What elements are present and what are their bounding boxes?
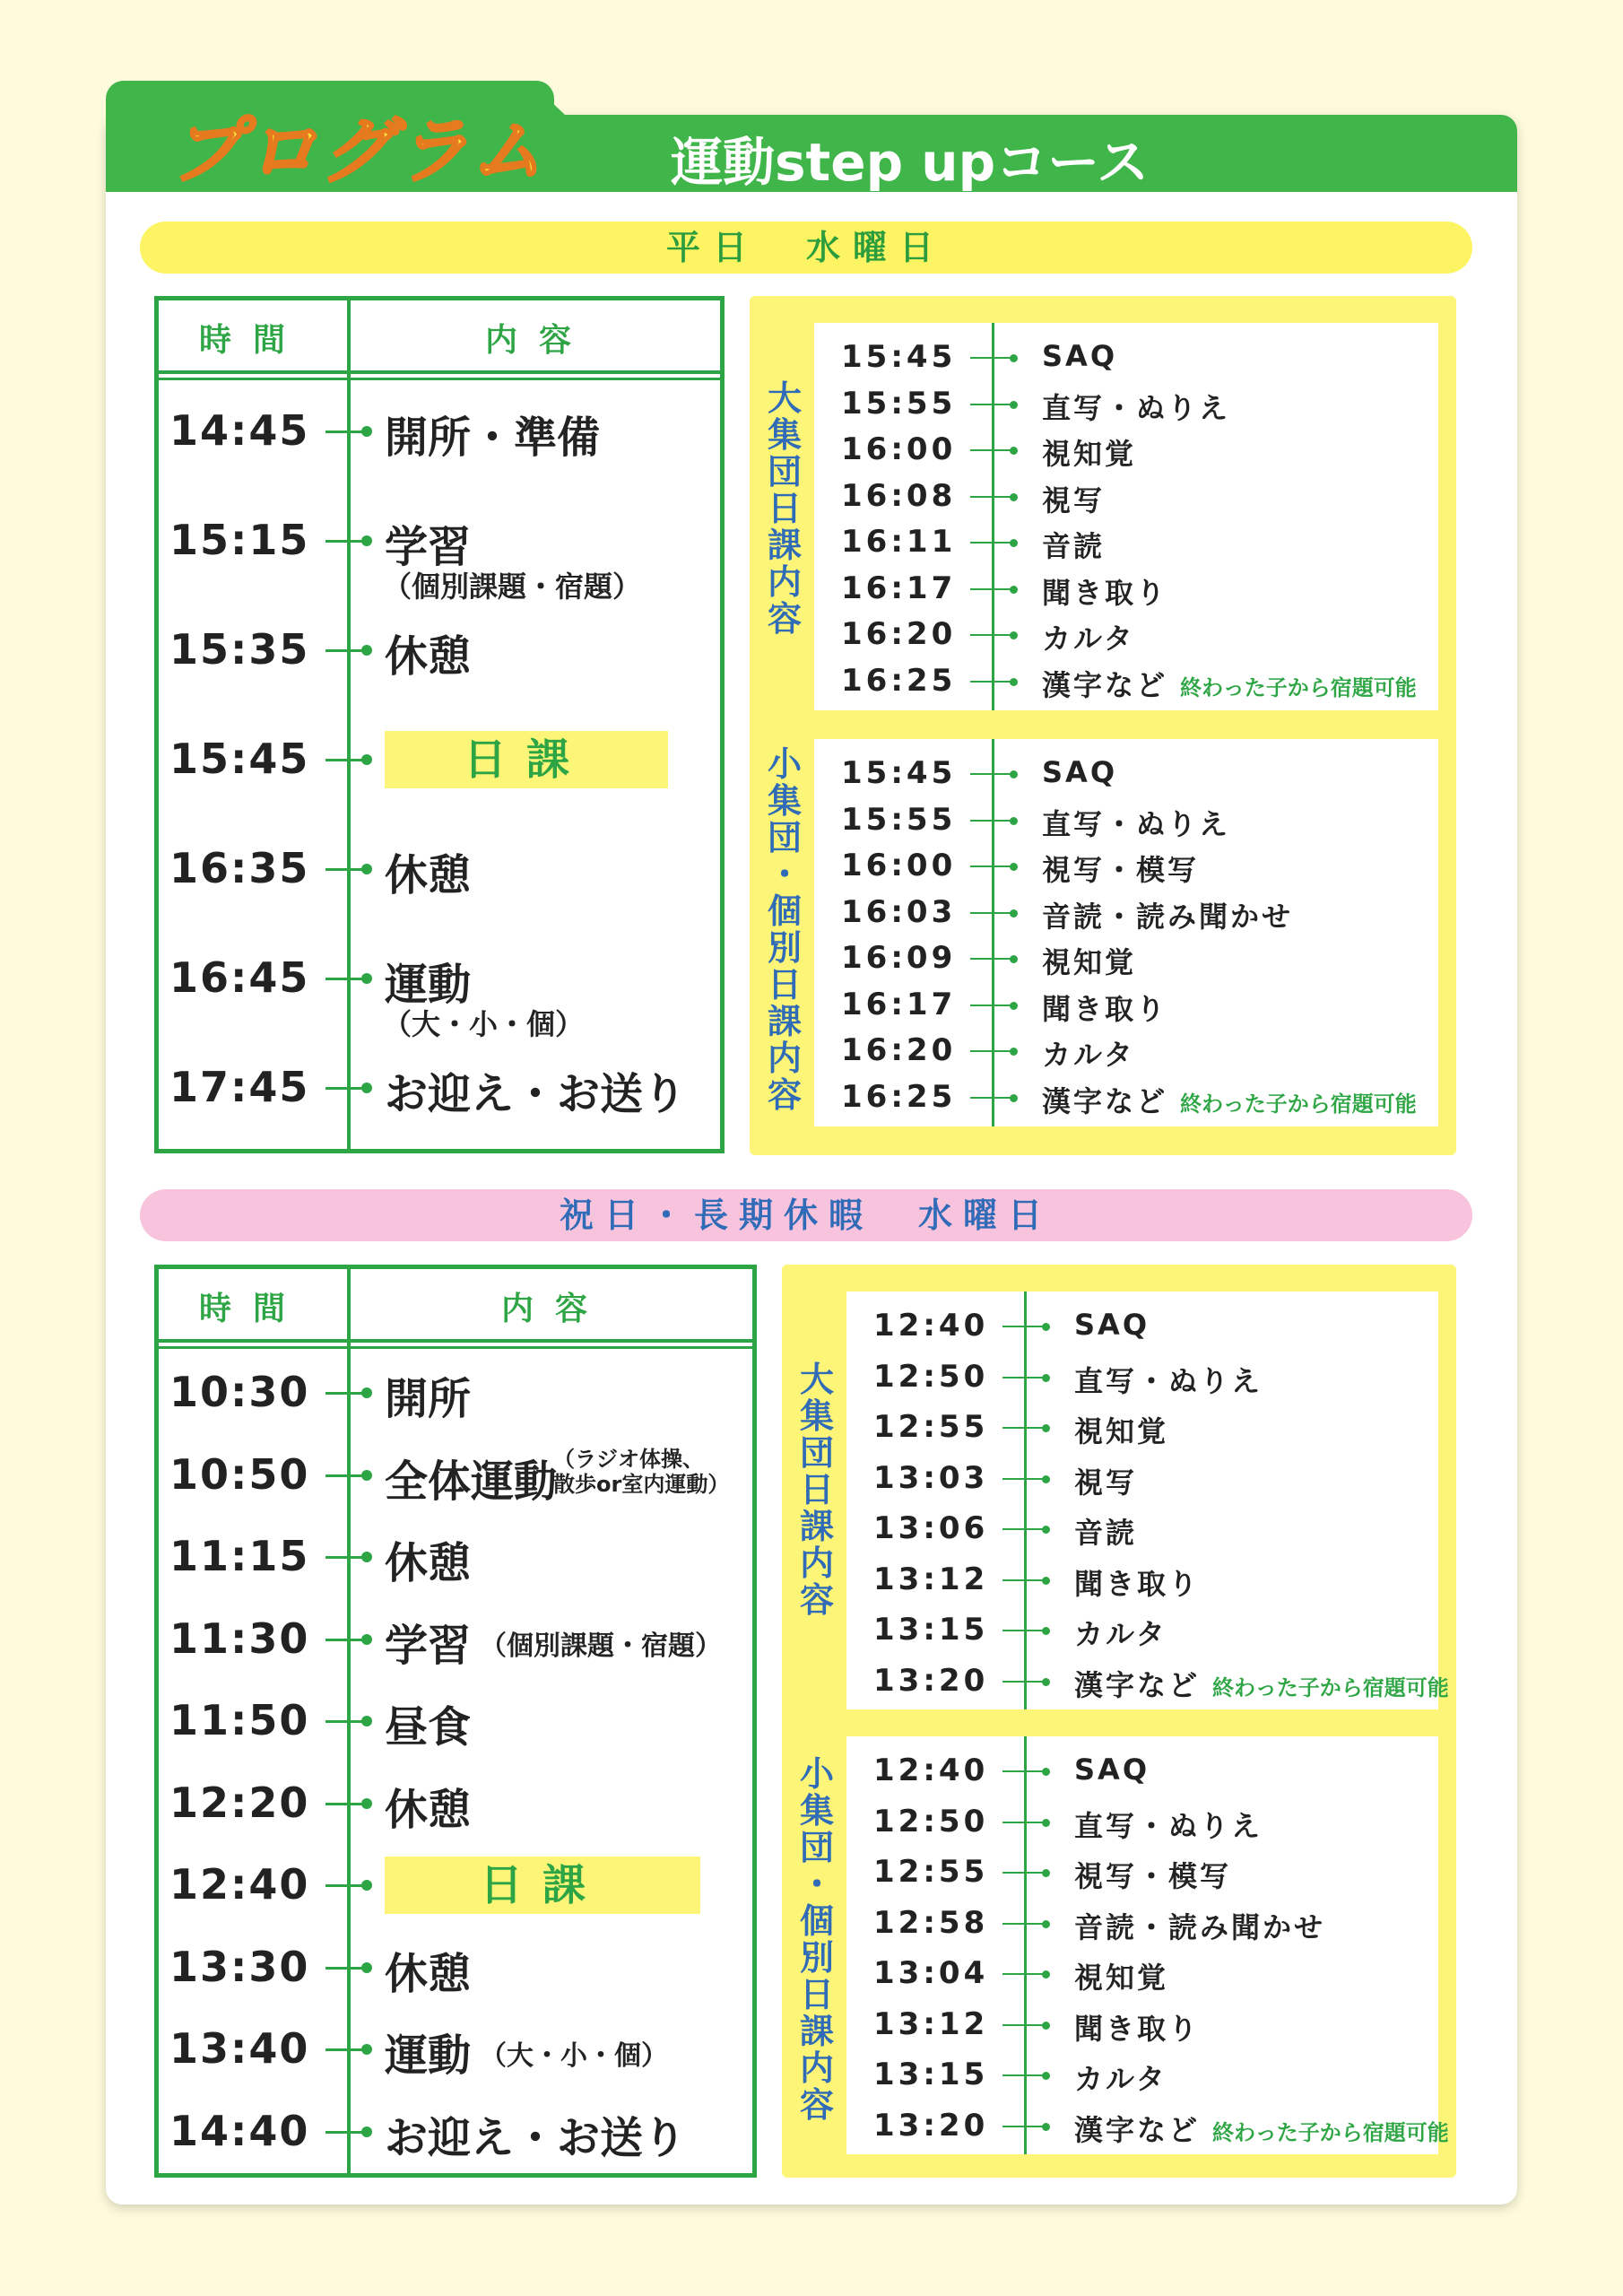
- daily-dot: [1042, 1424, 1050, 1432]
- daily-time: 16:17: [841, 986, 957, 1022]
- daily-activity: [1042, 386, 1230, 427]
- daily-activity: [1074, 1409, 1168, 1450]
- daily-tick: [970, 681, 1013, 683]
- schedule-activity: 学習: [385, 522, 472, 572]
- daily-tick: [970, 404, 1013, 405]
- daily-dot: [1042, 1323, 1050, 1331]
- daily-activity-text: 音読: [1074, 1516, 1138, 1550]
- daily-time: 16:11: [841, 524, 957, 560]
- vertical-label-char: 課: [799, 2012, 834, 2051]
- daily-activity-text: 視知覚: [1042, 437, 1137, 471]
- daily-dot: [1010, 817, 1018, 825]
- daily-time: 13:20: [873, 2107, 989, 2144]
- table-head-content: 内容: [484, 322, 593, 359]
- schedule-activity: 開所: [385, 1374, 472, 1424]
- daily-dot: [1042, 1475, 1050, 1483]
- vertical-label-char: ・: [767, 855, 802, 894]
- schedule-activity-note: （個別課題・宿題）: [480, 1630, 722, 1662]
- daily-activity: [1042, 848, 1199, 889]
- vertical-label-char: 内: [767, 1039, 802, 1078]
- daily-tick: [1002, 1872, 1046, 1874]
- daily-time: 13:12: [873, 1561, 989, 1597]
- vertical-label-char: 別: [799, 1938, 834, 1978]
- daily-dot: [1042, 1869, 1050, 1877]
- vertical-label-char: 集: [767, 781, 802, 821]
- vertical-label-char: 内: [799, 2048, 834, 2088]
- daily-activity: [1042, 524, 1105, 565]
- daily-activity: [1042, 478, 1105, 519]
- daily-dot: [1010, 770, 1018, 778]
- daily-dot: [1010, 493, 1018, 501]
- daily-time: 16:17: [841, 570, 957, 606]
- schedule-activity: お迎え・お送り: [385, 1069, 687, 1119]
- nikka-highlight: 日課: [385, 731, 668, 788]
- table-head-time: 時間: [198, 322, 307, 359]
- vertical-label-char: 課: [767, 526, 802, 565]
- program-title: プログラム: [170, 109, 547, 193]
- daily-tick: [970, 449, 1013, 451]
- weekday-band: 平日 水曜日: [140, 222, 1472, 274]
- daily-tick: [1002, 1427, 1046, 1429]
- daily-activity: [1074, 1308, 1150, 1342]
- daily-activity: [1074, 1955, 1168, 1996]
- schedule-activity: 全体運動: [385, 1456, 558, 1507]
- row-dot: [361, 1634, 372, 1645]
- daily-activity-text: 視知覚: [1074, 1414, 1169, 1448]
- vertical-label-char: 課: [799, 1507, 834, 1546]
- row-dot: [361, 2126, 372, 2137]
- daily-activity-text: 聞き取り: [1074, 1566, 1201, 1601]
- weekday-large-group-box: [814, 323, 1438, 710]
- schedule-time: 10:30: [169, 1368, 310, 1416]
- schedule-activity-note: 散歩or室内運動）: [553, 1471, 730, 1497]
- daily-dot: [1042, 2022, 1050, 2030]
- vertical-label-char: 団: [767, 818, 802, 857]
- daily-dot: [1042, 2072, 1050, 2080]
- daily-activity-text: 漢字など: [1074, 2112, 1201, 2147]
- vertical-label-char: 容: [799, 2085, 834, 2125]
- vertical-label-char: 大: [767, 378, 802, 418]
- daily-tick: [1002, 1822, 1046, 1823]
- daily-time: 12:55: [873, 1854, 989, 1890]
- schedule-time: 15:35: [169, 625, 310, 674]
- vertical-label-char: 日: [767, 489, 802, 528]
- daily-dot: [1010, 1048, 1018, 1056]
- schedule-time: 13:40: [169, 2024, 310, 2073]
- vertical-label-char: 内: [767, 562, 802, 602]
- schedule-activity: 開所・準備: [385, 413, 601, 463]
- row-dot: [361, 1962, 372, 1973]
- daily-dot: [1010, 863, 1018, 871]
- schedule-activity-note: （ラジオ体操、: [553, 1446, 704, 1472]
- daily-activity: [1074, 1612, 1167, 1653]
- row-dot: [361, 1083, 372, 1093]
- schedule-time: 14:45: [169, 406, 310, 455]
- daily-dot: [1010, 1002, 1018, 1010]
- schedule-time: 10:50: [169, 1449, 310, 1499]
- vertical-label-char: 団: [767, 452, 802, 491]
- schedule-time: 11:30: [169, 1613, 310, 1663]
- daily-time: 16:03: [841, 893, 957, 930]
- daily-tick: [970, 496, 1013, 498]
- schedule-activity: 学習: [385, 1620, 472, 1671]
- daily-tick: [970, 542, 1013, 544]
- daily-time: 13:12: [873, 2005, 989, 2042]
- daily-activity-text: 聞き取り: [1042, 991, 1168, 1026]
- vertical-label-char: 集: [799, 1791, 834, 1831]
- daily-tick: [970, 958, 1013, 960]
- daily-time: 16:00: [841, 431, 957, 467]
- vertical-label-char: 団: [799, 1433, 834, 1473]
- daily-activity-text: 視写: [1042, 483, 1106, 517]
- weekday-small-group-box: [814, 739, 1438, 1126]
- vertical-label-char: 団: [799, 1828, 834, 1867]
- weekday-schedule-table: [154, 296, 725, 1153]
- row-dot: [361, 426, 372, 437]
- daily-tick: [970, 1004, 1013, 1006]
- daily-time: 16:09: [841, 940, 957, 976]
- daily-note: 終わった子から宿題可能: [1180, 1091, 1417, 1117]
- daily-dot: [1010, 539, 1018, 547]
- daily-activity-text: カルタ: [1042, 1038, 1135, 1072]
- daily-note: 終わった子から宿題可能: [1212, 1674, 1449, 1700]
- daily-activity: [1074, 1460, 1137, 1501]
- daily-activity: [1042, 616, 1135, 657]
- vertical-label-char: 課: [767, 1002, 802, 1041]
- schedule-time: 15:45: [169, 735, 310, 783]
- vertical-label-char: 個: [799, 1901, 834, 1941]
- daily-time: 13:20: [873, 1662, 989, 1699]
- daily-activity: [1042, 431, 1136, 473]
- row-dot: [361, 864, 372, 874]
- schedule-activity-note: （大・小・個）: [383, 1007, 585, 1041]
- schedule-activity: 休憩: [385, 631, 472, 682]
- daily-time: 16:20: [841, 1032, 957, 1068]
- daily-dot: [1010, 354, 1018, 362]
- daily-activity-text: 直写・ぬりえ: [1042, 390, 1231, 425]
- daily-activity-text: 音読: [1042, 529, 1106, 563]
- daily-activity: [1074, 2057, 1167, 2098]
- schedule-time: 12:40: [169, 1860, 310, 1909]
- weekday-small-group-label: [762, 746, 807, 1114]
- daily-tick: [1002, 2024, 1046, 2026]
- weekday-large-group-label: [762, 380, 807, 638]
- daily-time: 15:55: [841, 385, 957, 422]
- daily-tick: [1002, 2074, 1046, 2076]
- daily-dot: [1042, 1526, 1050, 1534]
- vertical-label-char: 日: [799, 1470, 834, 1509]
- schedule-time: 11:15: [169, 1532, 310, 1580]
- daily-tick: [1002, 1630, 1046, 1631]
- daily-time: 13:03: [873, 1459, 989, 1496]
- daily-time: 15:55: [841, 801, 957, 838]
- daily-time: 12:40: [873, 1308, 989, 1344]
- vertical-label-char: 小: [767, 744, 802, 784]
- daily-activity-text: 直写・ぬりえ: [1074, 1808, 1263, 1843]
- daily-activity-text: SAQ: [1074, 1308, 1150, 1342]
- daily-activity: [1074, 1663, 1449, 1704]
- daily-tick: [1002, 1579, 1046, 1581]
- daily-time: 13:15: [873, 1612, 989, 1648]
- schedule-activity: 休憩: [385, 1784, 472, 1835]
- daily-tick: [1002, 1326, 1046, 1327]
- daily-dot: [1010, 955, 1018, 963]
- daily-activity: [1074, 1752, 1150, 1787]
- daily-tick: [1002, 1770, 1046, 1772]
- daily-dot: [1042, 1374, 1050, 1382]
- daily-time: 16:08: [841, 477, 957, 514]
- daily-time: 13:04: [873, 1955, 989, 1991]
- daily-activity-text: 直写・ぬりえ: [1074, 1363, 1263, 1398]
- daily-dot: [1042, 1920, 1050, 1928]
- holiday-large-group-box: [846, 1292, 1449, 1709]
- schedule-time: 16:45: [169, 953, 310, 1002]
- daily-dot: [1010, 631, 1018, 639]
- vertical-label-char: 容: [799, 1580, 834, 1620]
- holiday-small-group-label: [794, 1756, 839, 2124]
- daily-activity-text: 視写・模写: [1074, 1859, 1232, 1893]
- row-dot: [361, 1552, 372, 1562]
- daily-dot: [1010, 401, 1018, 409]
- schedule-time: 12:20: [169, 1778, 310, 1827]
- daily-activity-text: カルタ: [1074, 1617, 1167, 1651]
- holiday-schedule-table: [154, 1265, 757, 2178]
- daily-tick: [1002, 1973, 1046, 1975]
- schedule-time: 13:30: [169, 1942, 310, 1991]
- daily-tick: [970, 588, 1013, 590]
- daily-activity-text: 音読・読み聞かせ: [1042, 899, 1294, 934]
- table-head-time: 時間: [198, 1291, 307, 1327]
- daily-activity-text: 漢字など: [1074, 1667, 1201, 1702]
- daily-activity-text: 漢字など: [1042, 667, 1168, 702]
- vertical-label-char: 個: [767, 891, 802, 931]
- daily-activity: [1074, 1905, 1325, 1946]
- daily-time: 13:06: [873, 1510, 989, 1546]
- daily-activity-text: SAQ: [1042, 339, 1118, 373]
- vertical-label-char: 集: [767, 415, 802, 455]
- daily-activity-text: SAQ: [1074, 1752, 1150, 1787]
- daily-time: 15:45: [841, 755, 957, 791]
- daily-activity-text: 漢字など: [1042, 1083, 1168, 1118]
- daily-activity-text: 直写・ぬりえ: [1042, 806, 1231, 841]
- daily-activity-text: 音読・読み聞かせ: [1074, 1909, 1326, 1944]
- schedule-activity: 昼食: [385, 1702, 472, 1752]
- daily-time: 16:00: [841, 848, 957, 883]
- row-dot: [361, 2044, 372, 2055]
- daily-activity: [1042, 570, 1167, 612]
- daily-activity: [1074, 1804, 1263, 1845]
- vertical-label-char: 内: [799, 1544, 834, 1583]
- daily-activity-text: 視知覚: [1042, 945, 1137, 979]
- schedule-time: 16:35: [169, 844, 310, 892]
- vertical-label-char: 容: [767, 599, 802, 639]
- daily-time: 13:15: [873, 2057, 989, 2092]
- schedule-activity: お迎え・お送り: [385, 2112, 687, 2163]
- vertical-label-char: 日: [799, 1975, 834, 2014]
- daily-tick: [1002, 1528, 1046, 1530]
- daily-activity: [1074, 1561, 1200, 1603]
- schedule-time: 14:40: [169, 2106, 310, 2155]
- daily-tick: [970, 634, 1013, 636]
- row-dot: [361, 754, 372, 765]
- daily-activity: [1074, 1854, 1231, 1895]
- daily-tick: [970, 820, 1013, 822]
- row-dot: [361, 1880, 372, 1891]
- daily-dot: [1010, 909, 1018, 918]
- daily-dot: [1042, 1768, 1050, 1776]
- daily-activity: [1042, 894, 1293, 935]
- daily-activity: [1074, 2108, 1449, 2149]
- vertical-label-char: 小: [799, 1754, 834, 1794]
- daily-activity: [1042, 755, 1117, 789]
- row-dot: [361, 645, 372, 656]
- schedule-activity-note: （個別課題・宿題）: [383, 570, 642, 604]
- daily-activity-text: 聞き取り: [1074, 2011, 1201, 2046]
- daily-activity: [1074, 1510, 1137, 1552]
- daily-time: 16:25: [841, 662, 957, 699]
- daily-tick: [970, 357, 1013, 359]
- vertical-label-char: 日: [767, 965, 802, 1004]
- daily-tick: [1002, 1923, 1046, 1925]
- daily-activity-text: カルタ: [1042, 622, 1135, 656]
- daily-dot: [1042, 1819, 1050, 1827]
- daily-time: 16:25: [841, 1078, 957, 1115]
- daily-note: 終わった子から宿題可能: [1212, 2119, 1449, 2145]
- row-dot: [361, 535, 372, 546]
- daily-activity-text: 視写: [1074, 1465, 1138, 1500]
- daily-dot: [1042, 1627, 1050, 1635]
- row-dot: [361, 973, 372, 984]
- holiday-band: 祝日・長期休暇 水曜日: [140, 1189, 1472, 1241]
- daily-tick: [970, 912, 1013, 914]
- daily-dot: [1042, 1970, 1050, 1979]
- daily-activity: [1042, 663, 1417, 704]
- daily-dot: [1010, 1094, 1018, 1102]
- row-dot: [361, 1716, 372, 1726]
- daily-tick: [970, 773, 1013, 775]
- daily-dot: [1010, 678, 1018, 686]
- vertical-label-char: 大: [799, 1360, 834, 1399]
- daily-dot: [1010, 586, 1018, 594]
- daily-activity: [1074, 1359, 1263, 1400]
- daily-activity: [1042, 1079, 1417, 1120]
- daily-time: 12:55: [873, 1409, 989, 1445]
- row-dot: [361, 1387, 372, 1398]
- daily-activity: [1042, 1032, 1135, 1074]
- schedule-time: 11:50: [169, 1696, 310, 1744]
- daily-tick: [970, 865, 1013, 867]
- daily-activity-text: 視写・模写: [1042, 853, 1200, 887]
- daily-dot: [1042, 2123, 1050, 2131]
- daily-time: 12:40: [873, 1752, 989, 1788]
- daily-dot: [1010, 447, 1018, 455]
- schedule-activity: 休憩: [385, 1538, 472, 1588]
- daily-dot: [1042, 1577, 1050, 1585]
- vertical-label-char: ・: [799, 1865, 834, 1904]
- daily-dot: [1042, 1678, 1050, 1686]
- daily-activity: [1042, 339, 1117, 373]
- schedule-activity: 運動: [385, 960, 472, 1010]
- daily-time: 12:50: [873, 1803, 989, 1839]
- schedule-time: 15:15: [169, 516, 310, 564]
- daily-time: 12:50: [873, 1358, 989, 1395]
- daily-activity-text: 聞き取り: [1042, 575, 1168, 610]
- row-dot: [361, 1470, 372, 1481]
- daily-tick: [1002, 1478, 1046, 1480]
- daily-tick: [970, 1050, 1013, 1052]
- course-title: 運動step upコース: [671, 132, 1150, 193]
- vertical-label-char: 容: [767, 1075, 802, 1115]
- daily-activity: [1042, 940, 1136, 981]
- daily-time: 12:58: [873, 1904, 989, 1941]
- daily-time: 15:45: [841, 339, 957, 375]
- daily-tick: [1002, 2126, 1046, 2127]
- daily-activity: [1042, 987, 1167, 1028]
- schedule-activity-note: （大・小・個）: [480, 2040, 668, 2072]
- daily-tick: [1002, 1681, 1046, 1683]
- schedule-time: 17:45: [169, 1063, 310, 1111]
- daily-activity-text: SAQ: [1042, 755, 1118, 789]
- daily-note: 終わった子から宿題可能: [1180, 674, 1417, 700]
- row-dot: [361, 1798, 372, 1809]
- vertical-label-char: 別: [767, 928, 802, 968]
- schedule-activity: 休憩: [385, 850, 472, 900]
- daily-tick: [1002, 1377, 1046, 1378]
- daily-activity: [1042, 802, 1230, 843]
- daily-tick: [970, 1097, 1013, 1099]
- daily-time: 16:20: [841, 616, 957, 652]
- holiday-small-group-box: [846, 1736, 1449, 2154]
- vertical-label-char: 集: [799, 1396, 834, 1436]
- daily-activity-text: カルタ: [1074, 2062, 1167, 2096]
- table-head-content: 内容: [500, 1291, 609, 1327]
- nikka-highlight: 日課: [385, 1857, 700, 1914]
- daily-activity: [1074, 2006, 1200, 2048]
- daily-activity-text: 視知覚: [1074, 1961, 1169, 1995]
- schedule-activity: 休憩: [385, 1948, 472, 1999]
- schedule-activity: 運動: [385, 2031, 472, 2081]
- holiday-large-group-label: [794, 1361, 839, 1619]
